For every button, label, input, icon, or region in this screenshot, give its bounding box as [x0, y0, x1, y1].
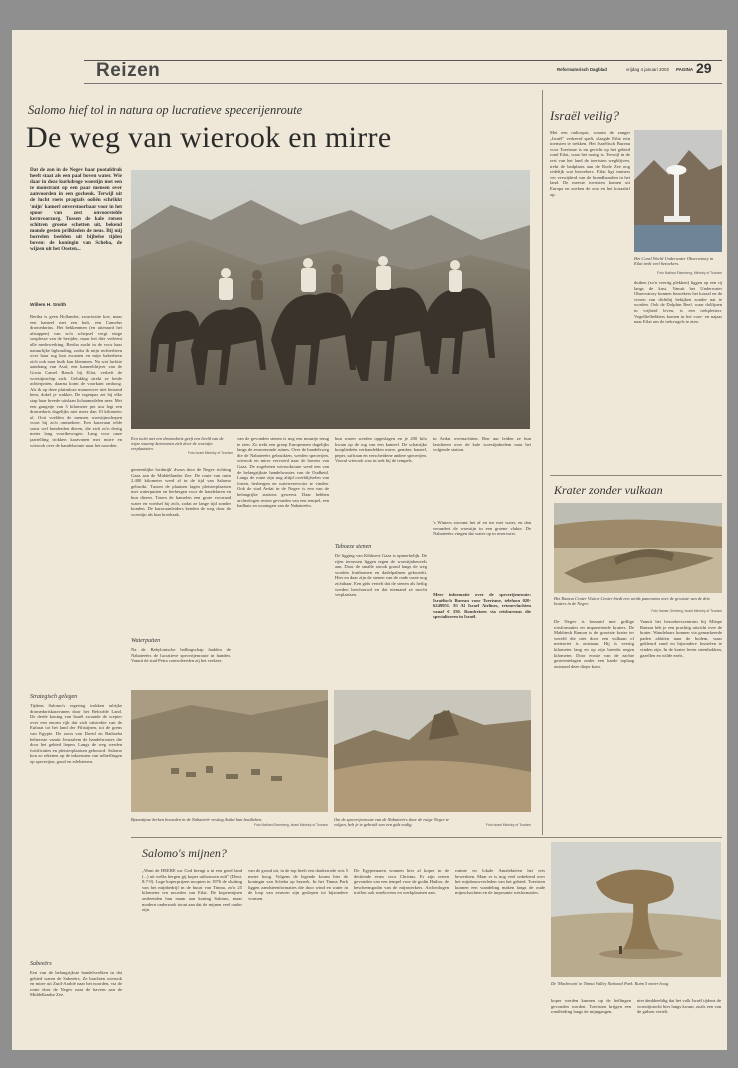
article-kicker: Salomo hief tol in natura op lucratieve specerijenroute: [28, 103, 303, 117]
byline: Willem H. Smith: [30, 303, 67, 308]
column-4-text-b: De ligging van Kibboets Gaza is opmerkelijk. De rijen terrassen liggen tegen de woestijnheuvels aan. Door de smalle strook grond langs de weg worden fruitbomen en dadelpalmen gekweekt. Hier en daar zijn de stenen van de oude route nog zichtbaar. Een gids vertelt dat de stenen als heilig werden beschouwd en dat niemand ze mocht verplaatsen.: [335, 553, 427, 598]
page-number: 29: [696, 60, 712, 76]
plateau-photo-caption: Om de specerijenroute van de Nabateeërs door de ruige Negev te volgen, heb je te gebruik van een gids nodig.: [334, 817, 449, 828]
subheading-taboeze-stenen: Taboeze stenen: [335, 544, 372, 550]
column-1-text-c: Een van de belangrijkste handelsvolken in dat gebied waren de Sabeeërs. Ze brachten wierook en mirre uit Zuid-Arabië naar het noorden, via de route door de Negev naar de havens aan de Middellandse Zee.: [30, 970, 122, 998]
newspaper-page: [12, 30, 727, 1050]
crater-credit: Foto Itamar Grinberg, Israel Ministry of Tourism: [651, 609, 722, 613]
salomo-column-6: niet denkbeeldig dat het volk Israël tijdens de woestijntocht hier langs kwam, zoals een van de gidsen vertelt.: [637, 998, 721, 1015]
camel-photo-caption: Een tocht met een dromedaris geeft een beeld van de wijze waarop karavanen zich door de woestijn verplaatsten.: [131, 436, 224, 452]
camel-caravan-photo: [131, 170, 530, 429]
observatory-credit: Foto Nathan Eisenberg, Ministry of Tourism: [657, 271, 722, 275]
plateau-photo-credit: Foto Israel Ministry of Tourism: [485, 823, 531, 827]
krater-column-1: De Negev is bezaaid met grillige rotsformaties en imponerende kraters. De Makhtesh Ramon is de grootste krater ter wereld die niet door een vulkaan of meteoriet is ontstaan. Hij is veertig kilometer lang en op zijn breedst negen kilometer. Door erosie van de zachte gesteentelagen onder een harde toplaag ontstond deze diepe kom.: [554, 619, 634, 669]
krater-column-2: Vanuit het bezoekerscentrum bij Mitspe Ramon heb je een prachtig uitzicht over de krater. Wandelaars kunnen via gemarkeerde paden afdalen naar de bodem, waar gekleurd zand en bijzondere fossielen te vinden zijn. In de krater leven steenbokken, gazellen en wilde ezels.: [640, 619, 722, 658]
desert-plateau-illustration: [334, 690, 531, 812]
salomo-column-1: „Want de HEERE uw God brengt u in een goed land (...) uit welks bergen gij koper uithouwen zult” (Deut. 8:7-9). Lage koperprijzen noopten in 1976 de sluiting van het mijnbedrijf in de buurt van Timna, zo'n 25 kilometer ten noorden van Eilat. De kopermijnen ontleenden hun naam aan koning Salomo, maar modern onderzoek toont aan dat de mijnen veel ouder zijn.: [142, 868, 242, 913]
mushroom-rock-illustration: [551, 842, 721, 977]
israel-heading: Israël veilig?: [550, 108, 619, 123]
camel-caravan-illustration: [131, 170, 530, 429]
israel-column-1: Met een radiospot, waarin de zanger „Israël” verkeerd spelt, slaagde Eilat erin toeristen te trekken. Het Israëlisch Bureau voor Toerisme is nu gericht op het gebied rond Eilat, waar het rustig is. Terwijl in de rest van het land de toeristen wegblijven, trekt de badplaats aan de Rode Zee nog redelijk wat bezoekers. Eilat ligt immers ver verwijderd van de brandhaarden in het land. De meeste toeristen komen uit Europa en zoeken de zon en het koraalrif op.: [550, 130, 630, 197]
camel-photo-credit: Foto Israel Ministry of Tourism: [187, 451, 233, 455]
section-header-bar: [84, 60, 722, 84]
israel-column-2: duiken (zo'n veertig plekken) liggen op een rij langs de kust. Vanuit het Underwater Observatory kunnen bezoekers het koraal en de vissen van dichtbij bekijken zonder nat te worden. Ook de Dolphin Reef, waar dolfijnen in vrijheid leven, is een trekpleister. Vogelliefhebbers komen in het voor- en najaar naar Eilat om de trekvogels te zien.: [634, 280, 722, 325]
newspaper-name: Reformatorisch Dagblad: [557, 67, 607, 72]
travel-info-box: Meer informatie over de specerijenroute: Israëlisch Bureau voor Toerisme, telefoon 020-6249051. El Al Israel Airlines, retourvluchten vanaf € 350. Rondreizen via reisbureaus die specialiseren in Israël.: [433, 592, 531, 620]
crater-caption: Het Ramon Crater Visitor Center biedt een weids panorama over de grootste van de drie kraters in de Negev.: [554, 596, 711, 607]
salomo-divider: [131, 837, 722, 838]
ruins-photo-caption: Byzantijnse kerken bouwden in de Nabateeër vesting Avdat hun basilieken.: [131, 817, 263, 822]
column-4-text: hun waren werden opgeslagen en je 200 kilo kwam op de rug van een kameel. De schatrijke koopliedeën verhandelden mirre, gember, kaneel, peper, saffraan en verscheidene andere specerijen. Vooral wierook was in trek bij de tempels.: [335, 436, 427, 464]
krater-divider: [550, 475, 722, 476]
crater-visitor-center-photo: [554, 503, 722, 593]
subheading-waterputten: Waterputten: [131, 638, 161, 644]
desert-plateau-photo: [334, 690, 531, 812]
subheading-saboeers: Sabeeërs: [30, 961, 52, 967]
section-title: Reizen: [96, 60, 161, 81]
sidebar-divider: [542, 90, 543, 835]
salomo-column-4: ruimte en lokale Amalekieten het erts bewerkten. Maar er is nog veel onbekend over het mijnbouwverleden van het gebied. Toeristen kunnen een wandeling maken langs de oude mijnschachten en de imposante rotsformaties.: [455, 868, 545, 896]
column-5-text: in Avdat overnachtten. Ben uur leiden ze hun lastdieren over de kale woestijnbodem naar het volgende station.: [433, 436, 531, 453]
salomo-column-3: De Egyptenaren wonnen hier al koper in de dertiende eeuw voor Christus. Er zijn resten gevonden van een tempel voor de godin Hathor, de beschermgodin van de mijnwerkers. Archeologen troffen ook smeltovens en werkplaatsen aan.: [354, 868, 449, 896]
ruins-photo-credit: Foto Nathan Eisenberg, Israel Ministry of Tourism: [253, 823, 328, 827]
rock-ruins-photo: [131, 690, 328, 812]
salomo-column-5: koper werden kunnen op de hellingen gevonden worden. Toeristen krijgen een rondleiding langs de mijngangen.: [551, 998, 631, 1015]
column-1-text-b: Tijdens Salomo's regering trokken talrijke dromedariskaravanen door het Beloofde Land. De derde koning van Israël zwaaide de scepter over een enorm rijk dat zich uitstrekte van de Eufraat tot het land der Filistijnen, tot de grens van Egypte. De zoon van David en Bathseba beheerste vanuit Jeruzalem de handelsroutes die door het gebied liepen. Langs de weg werden fortificaties en pleisterplaatsen gebouwd. Salomo kon zo rekenen op de inkomsten van tolheffingen op specerijen, goud en edelstenen.: [30, 703, 122, 764]
observatory-caption: Het Coral World Underwater Observatory in Eilat trekt veel bezoekers.: [634, 256, 714, 267]
subheading-strategisch: Strategisch gelegen: [30, 694, 78, 700]
page-label: PAGINA: [676, 67, 694, 72]
column-3-text: van de gevonden stenen is nog een muurtje terug te zien. Zo trekt een groep Europeanen dagelijks langs de eeuwenoude ruïnes. Over de handelsweg die de Nabateeërs gebruikten, werden specerijen, wierook en mirre vervoerd naar de havens van Gaza. De zogeheten wierookroute werd een van de belangrijkste handelsroutes van de Oudheid. Langs de route zijn nog altijd overblijfselen van forten, herbergen en waterreservoirs te vinden. Ook de stad Avdat in de Negev is een van de belangrijke stations geweest. Daar hebben archeologen resten gevonden van een tempel, een badhuis en woningen van de Nabateeërs.: [237, 436, 329, 509]
crater-visitor-center-illustration: [554, 503, 722, 593]
column-2-text: gemeenlijke fordmijk' dwars door de Negev richting Gaza aan de Middellandse Zee. De route van ruim 2.400 kilometer werd al in de tijd van Salomo gebruikt. Tussen de plaatsen lagen pleisterplaatsen met waterputten en herbergen voor de handelaren en hun dieren. Tonen de kamelen een grote voorraad water en voedsel bij zich, zodat ze lange tijd zonder konden. De karavaanleiders kenden de weg door de woestijn als hun broekzak.: [131, 467, 231, 517]
column-5-text-b: 's Winters stroomt het af en toe met water, en dan verandert de woestijn in een groene vlakte. De Nabateeërs vingen dat water op in reservoirs.: [433, 520, 531, 537]
observatory-photo: [634, 130, 722, 252]
rock-ruins-illustration: [131, 690, 328, 812]
column-2-text-b: Na de Babylonische ballingschap hadden de Nabateeërs de lucratieve specerijenroute in handen. Vanuit de stad Petra controleerden zij het verkeer.: [131, 647, 231, 664]
column-1-text: Bertha is geen Hollandse, zwartwitte koe, maar een kameel met een bult, een Camelus dromedarius. Het bekkenmen (en uiteraard het afstappen) van zo'n schepsel vergt enige souplesse van de berijder, maar het dier verleent alle medewerking. Bertha zucht in de voor haar natuurlijke ligbouding, zodra ik mijn rechterbeen over haar rug kan zwaaien en mijn bakerheen zich ook naar buik kan klemmen. Na wat luchtte aandrang van Asaf, een kameeldrijver van de Gocta Camel Ranch bij Eilat, verheft de woestijnschip zich. Gelukkig strekt ze beide achterpoten, daarna komt de voorkant omhoog. Als ik op deze pluimloze manoeuvre niet bestand bent, dukel je wakker. De tegenpas zet bij elke stap haar breede uitslaan lichaamsdelen neer. Met een gangetje van 3 kilometer per uur legt een dromedaris dagelijks niet meer dan 10 kilometer af. Ooit voelden de mensen woestijnschepen voort bij zo'n ommekeer. Een karavaan telde soms wel honderden dieren, die zich zo'n dertig meter lang voortbewogen. Lang voor onze jaartelling trokken karavanen met mirre en wierook over de handelsroute naar het noorden.: [30, 314, 122, 448]
issue-date: vrijdag 4 januari 2002: [626, 67, 670, 72]
article-headline: De weg van wierook en mirre: [26, 121, 392, 154]
mushroom-rock-photo: [551, 842, 721, 977]
observatory-illustration: [634, 130, 722, 252]
salomo-column-2: van de grond uit, in de top heeft een donkerrode rots 5 meter hoog. Volgens de legende kwam hier de koningin van Scheba op bezoek. In het Timna Park liggen zandsteenformaties die door wind en water in de loop van eeuwen zijn geslepen tot bijzondere vormen.: [248, 868, 348, 901]
mushroom-photo-caption: De 'Mushroom' in Timna Valley National Park. Ruim 5 meter hoog.: [551, 981, 670, 986]
krater-heading: Krater zonder vulkaan: [554, 483, 663, 497]
salomo-heading: Salomo's mijnen?: [142, 846, 227, 860]
article-lead: Dat de zon in de Negev haar pootafdruk heeft staat als een paal boven water. Wie daar in deze kurkdroge woestijn met een te monstrant op een paar mensen over aanvoorden in een gocheuk. Terwijl uit de lucht roets pragtafs ooliën schrikkt 'mijn' kamerl onverstoorbaar voor in het spoor van zest onvoorstelde kernvoorzorg. Tussen de kale rotsen schitren groene schetten uit, bekend monde gesten prilkleden de neus. Bij mij borrelen beelden uit bijbelse tijden boven: de koningin van Scheba, de wijzen uit het Oosten...: [30, 167, 122, 253]
